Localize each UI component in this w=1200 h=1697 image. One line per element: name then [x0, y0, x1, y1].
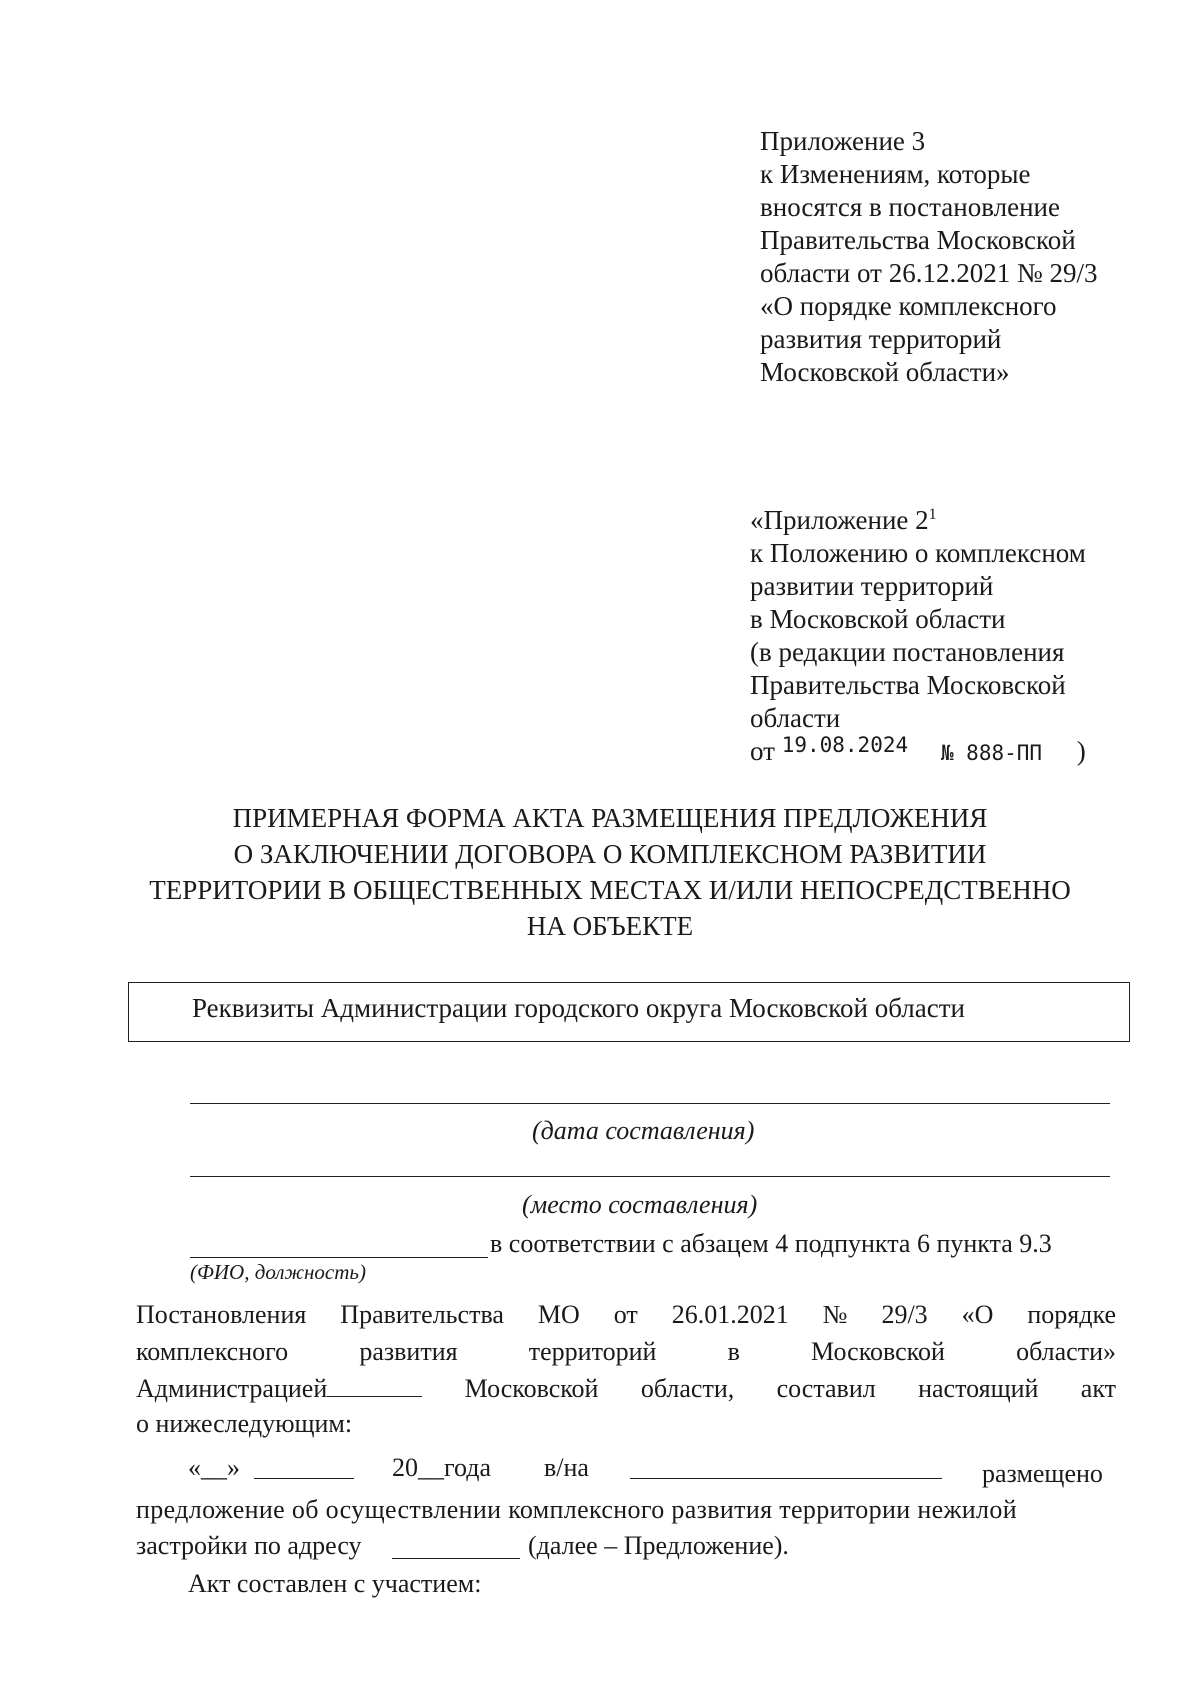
- title-line: ПРИМЕРНАЯ ФОРМА АКТА РАЗМЕЩЕНИЯ ПРЕДЛОЖЕНИЯ: [232, 803, 988, 833]
- appendix-2-line: к Положению о комплексном: [750, 538, 1086, 568]
- word: №: [822, 1300, 848, 1329]
- word: территорий: [528, 1337, 657, 1366]
- title-line: О ЗАКЛЮЧЕНИИ ДОГОВОРА О КОМПЛЕКСНОМ РАЗВИТИИ: [233, 839, 987, 869]
- appendix-2-superscript: 1: [928, 506, 937, 523]
- document-title: [120, 800, 1100, 944]
- word: Московской: [464, 1374, 599, 1403]
- word: 26.01.2021: [671, 1300, 789, 1329]
- decree-date: 19.08.2024: [781, 733, 909, 757]
- body-line-4: [136, 1374, 1116, 1404]
- title-line: НА ОБЪЕКТЕ: [526, 911, 694, 941]
- word: Правительства: [340, 1300, 504, 1329]
- appendix-3-line: развития территорий: [760, 324, 1002, 354]
- appendix-3-line: Московской области»: [760, 357, 1010, 387]
- word: Московской: [811, 1337, 945, 1366]
- appendix-2-line: (в редакции постановления: [750, 637, 1065, 667]
- word: 29/3: [881, 1300, 928, 1329]
- word: составил: [776, 1374, 876, 1403]
- word: Постановления: [136, 1300, 307, 1329]
- appendix-3-line: области от 26.12.2021 № 29/3: [760, 258, 1098, 288]
- date-fill-line[interactable]: [190, 1103, 1110, 1104]
- appendix-2-line: в Московской области: [750, 604, 1006, 634]
- fio-fill-line[interactable]: [190, 1257, 488, 1258]
- word: области,: [640, 1374, 735, 1403]
- body-line-6-vna: в/на: [544, 1453, 589, 1482]
- word: от: [613, 1300, 638, 1329]
- word: МО: [537, 1300, 580, 1329]
- appendix-2-title: [750, 504, 1086, 537]
- month-blank[interactable]: [254, 1478, 354, 1479]
- appendix-2-title-text: «Приложение 2: [750, 505, 929, 535]
- body-line-9: Акт составлен с участием:: [188, 1569, 482, 1598]
- appendix-2-date-line: [750, 735, 1086, 770]
- closing-paren: ): [1076, 736, 1086, 766]
- body-line-6-quote[interactable]: «__»: [188, 1453, 240, 1482]
- word: Администрацией: [136, 1374, 328, 1403]
- appendix-2-header: [750, 504, 1086, 770]
- body-line-1: в соответствии с абзацем 4 подпункта 6 пункта 9.3: [490, 1229, 1052, 1258]
- date-caption: (дата составления): [532, 1116, 755, 1145]
- word: «О: [961, 1300, 994, 1329]
- appendix-3-line: вносятся в постановление: [760, 192, 1060, 222]
- word: порядке: [1027, 1300, 1116, 1329]
- appendix-3-line: Приложение 3: [760, 126, 926, 156]
- address-blank-line[interactable]: [392, 1558, 520, 1559]
- body-line-6-end: размещено: [982, 1459, 1103, 1488]
- place-caption: (место составления): [522, 1190, 758, 1219]
- word: области»: [1016, 1337, 1116, 1366]
- date-prefix: от: [750, 736, 775, 766]
- word: развития: [359, 1337, 458, 1366]
- appendix-2-line: Правительства Московской: [750, 670, 1066, 700]
- appendix-3-header: [760, 125, 1097, 389]
- body-line-7: предложение об осуществлении комплексного развития территории нежилой: [136, 1495, 1017, 1524]
- body-line-5: о нижеследующим:: [136, 1409, 353, 1438]
- appendix-2-line: развитии территорий: [750, 571, 994, 601]
- body-line-2: [136, 1300, 1116, 1330]
- body-line-8-end: (далее – Предложение).: [528, 1531, 789, 1560]
- word: акт: [1080, 1374, 1116, 1403]
- body-line-8-start: застройки по адресу: [136, 1531, 362, 1560]
- requisites-box: [128, 982, 1130, 1042]
- appendix-3-line: Правительства Московской: [760, 225, 1076, 255]
- body-line-3: [136, 1337, 1116, 1367]
- word: комплексного: [136, 1337, 289, 1366]
- appendix-2-line: области: [750, 703, 841, 733]
- appendix-3-line: к Изменениям, которые: [760, 159, 1031, 189]
- appendix-3-line: «О порядке комплексного: [760, 291, 1057, 321]
- fio-caption: (ФИО, должность): [190, 1260, 366, 1284]
- word-with-blank: [136, 1374, 422, 1404]
- body-line-6-year[interactable]: 20__года: [392, 1453, 492, 1482]
- decree-number: № 888-ПП: [940, 741, 1043, 765]
- place-fill-line[interactable]: [190, 1176, 1110, 1177]
- administration-blank[interactable]: [327, 1374, 422, 1397]
- requisites-text: Реквизиты Администрации городского округа Московской области: [192, 993, 965, 1023]
- word: настоящий: [918, 1374, 1039, 1403]
- title-line: ТЕРРИТОРИИ В ОБЩЕСТВЕННЫХ МЕСТАХ И/ИЛИ НЕПОСРЕДСТВЕННО: [149, 875, 1071, 905]
- word: в: [727, 1337, 740, 1366]
- location-blank[interactable]: [630, 1478, 942, 1479]
